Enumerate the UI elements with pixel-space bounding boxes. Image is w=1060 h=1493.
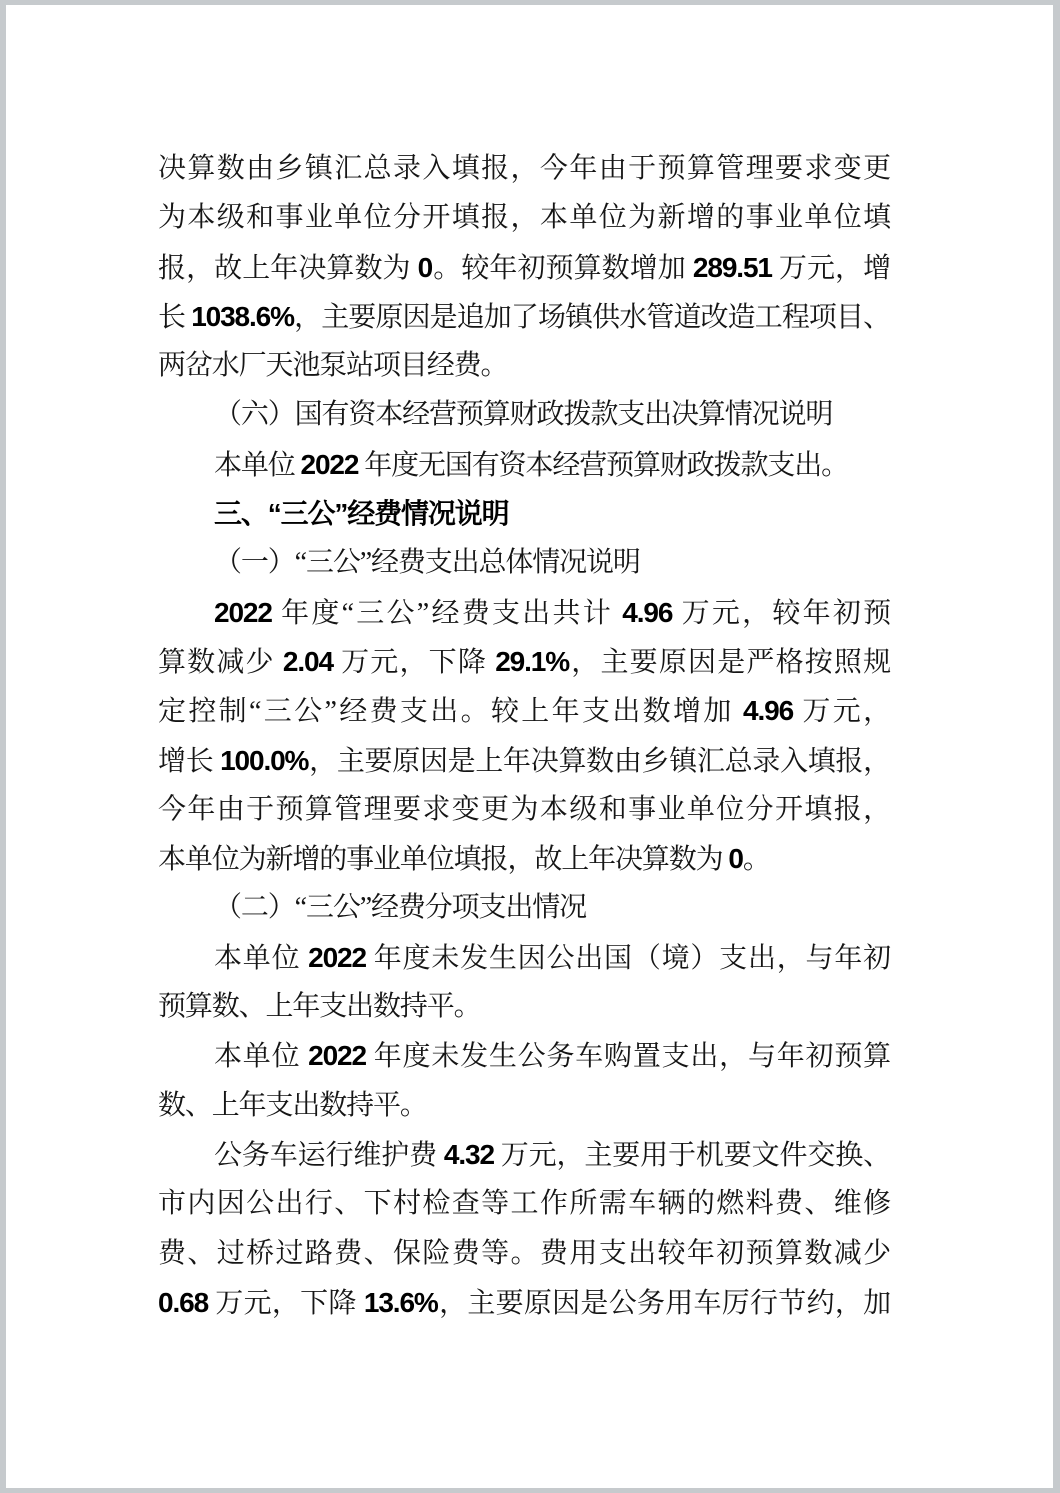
text-line: 决算数由乡镇汇总录入填报，今年由于预算管理要求变更 [158,153,890,184]
text-line: 公务车运行维护费 4.32 万元，主要用于机要文件交换、 [214,1138,891,1171]
text-line: 本单位为新增的事业单位填报，故上年决算数为 0。 [158,843,770,876]
text-line: 为本级和事业单位分开填报，本单位为新增的事业单位填 [158,202,890,234]
text-line: 本单位 2022 年度未发生公务车购置支出，与年初预算 [214,1040,890,1073]
numeric-text: 289.51 [692,251,772,283]
text-line: 2022 年度“三公”经费支出共计 4.96 万元，较年初预 [214,596,890,629]
text-line: （一）“三公”经费支出总体情况说明 [214,547,640,579]
section-heading-line: 三、“三公”经费情况说明 [214,498,509,530]
numeric-text: 29.1% [495,645,569,677]
numeric-text: 4.32 [443,1138,494,1170]
document-page [6,5,1053,1488]
text-line: 定控制“三公”经费支出。较上年支出数增加 4.96 万元， [158,695,890,728]
numeric-text: 100.0% [220,744,309,776]
text-line: （二）“三公”经费分项支出情况 [214,892,587,924]
numeric-text: 4.96 [622,596,673,628]
text-line: 算数减少 2.04 万元，下降 29.1%，主要原因是严格按照规 [158,645,890,678]
numeric-text: 2022 [300,448,359,480]
text-line: 市内因公出行、下村检查等工作所需车辆的燃料费、维修 [158,1188,890,1220]
text-line: （六）国有资本经营预算财政拨款支出决算情况说明 [214,399,833,431]
numeric-text: 2022 [308,1040,366,1072]
text-line: 增长 100.0%，主要原因是上年决算数由乡镇汇总录入填报， [158,744,890,777]
text-line: 今年由于预算管理要求变更为本级和事业单位分开填报， [158,793,890,825]
text-line: 两岔水厂天池泵站项目经费。 [158,350,508,382]
numeric-text: 0.68 [158,1286,209,1318]
numeric-text: 2.04 [282,645,333,677]
numeric-text: 13.6% [363,1286,438,1318]
document-body [158,144,890,1327]
numeric-text: 0 [728,843,743,875]
numeric-text: 2022 [308,941,366,973]
text-line: 本单位 2022 年度无国有资本经营预算财政拨款支出。 [214,448,849,481]
text-line: 本单位 2022 年度未发生因公出国（境）支出，与年初 [214,941,890,974]
numeric-text: 0 [417,251,433,283]
numeric-text: 1038.6% [191,300,294,332]
text-line: 报，故上年决算数为 0。较年初预算数增加 289.51 万元，增 [158,251,890,284]
text-line: 预算数、上年支出数持平。 [158,991,481,1023]
numeric-text: 2022 [214,596,272,628]
text-line: 数、上年支出数持平。 [158,1089,427,1121]
text-line: 0.68 万元，下降 13.6%，主要原因是公务用车厉行节约，加 [158,1286,890,1319]
numeric-text: 4.96 [743,695,794,727]
text-line: 长 1038.6%，主要原因是追加了场镇供水管道改造工程项目、 [158,300,890,333]
text-line: 费、过桥过路费、保险费等。费用支出较年初预算数减少 [158,1237,890,1269]
